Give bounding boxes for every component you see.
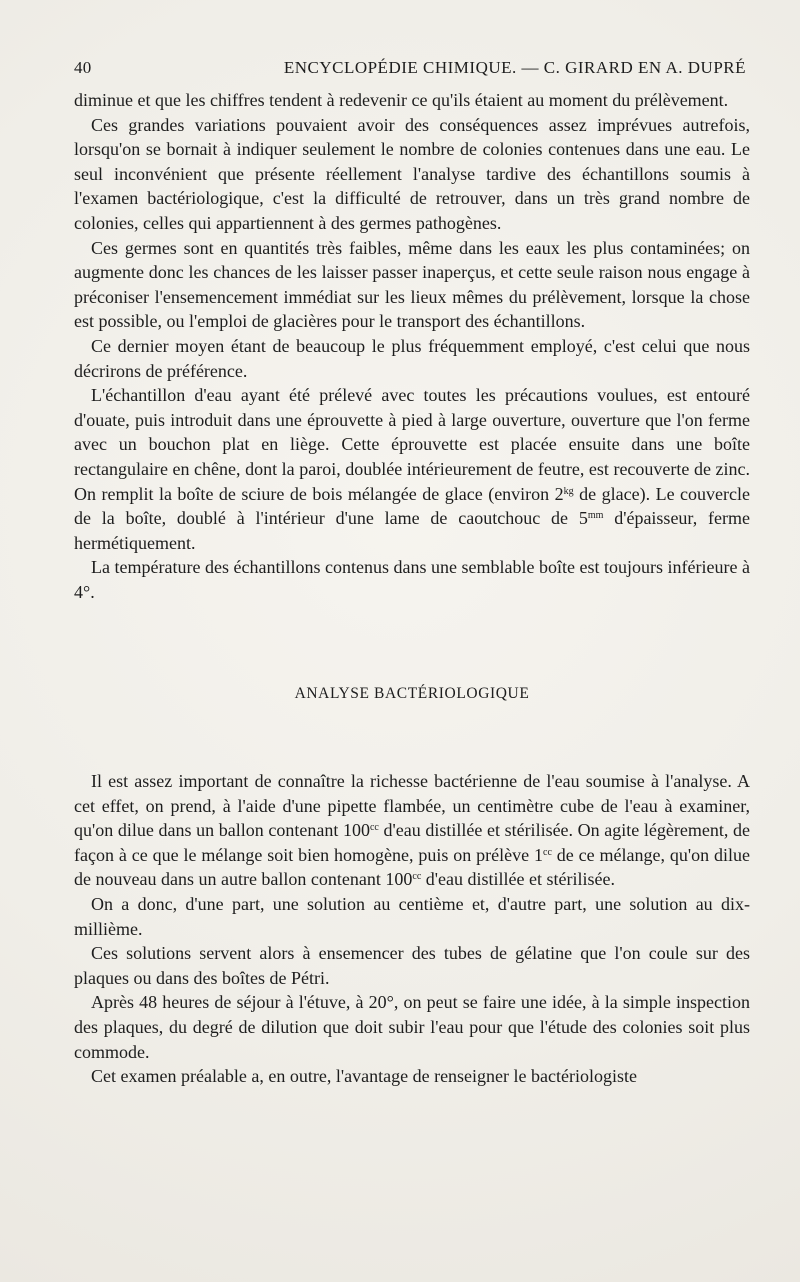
text-segment: L'échantillon d'eau ayant été prélevé avec toutes les précautions voulues, est entouré d'ouate, puis introduit dans une éprouvette à pied à large ouverture, ouverture que l'on ferme avec un bouchon plat en liège. Cette éprouvette est placée ensuite dans une boîte rectangulaire en chêne, dont la paroi, doublée intérieurement de feutre, est recouverte de zinc. On remplit la boîte de sciure de bois mélangée de glace (environ 2 xyxy=(74,385,750,504)
paragraph-solutions-dilution: On a donc, d'une part, une solution au centième et, d'autre part, une solution au dix-millième. xyxy=(74,894,750,939)
page-number: 40 xyxy=(74,58,92,77)
running-title: ENCYCLOPÉDIE CHIMIQUE. — C. GIRARD EN A. DUPRÉ xyxy=(283,58,746,77)
unit-superscript: cc xyxy=(369,822,379,834)
section-title: ANALYSE BACTÉRIOLOGIQUE xyxy=(294,685,530,703)
paragraph-germes: Ces germes sont en quantités très faibles, même dans les eaux les plus contaminées; on augmente donc les chances de les laisser passer inaperçus, et cette seule raison nous engage à préconiser l'ensemencement immédiat sur les lieux mêmes du prélèvement, lorsque la chose est possible, ou l'emploi de glacières pour le transport des échantillons. xyxy=(74,237,750,332)
paragraph-continuation: diminue et que les chiffres tendent à redevenir ce qu'ils étaient au moment du prélèvement. xyxy=(74,90,729,110)
unit-superscript: kg xyxy=(563,485,574,497)
unit-superscript: cc xyxy=(543,846,552,858)
page-body xyxy=(74,88,750,1089)
text-segment: Il est assez important de connaître la richesse bactérienne de l'eau soumise à l'analyse. A cet effet, on prend, à l'aide d'une pipette flambée, un centimètre cube de l'eau à examiner, qu'on dilue dans un ballon contenant 100 xyxy=(74,771,750,841)
text-segment: de glace). Le couvercle de la boîte, doublé à l'intérieur d'une lame de caoutchouc de 5 xyxy=(74,483,751,529)
unit-superscript: cc xyxy=(412,871,422,883)
paragraph-echantillon xyxy=(74,383,750,555)
paragraph-dernier-moyen: Ce dernier moyen étant de beaucoup le plus fréquemment employé, c'est celui que nous décrirons de préférence. xyxy=(74,335,750,381)
unit-superscript: mm xyxy=(587,510,604,522)
paragraph-etuve: Après 48 heures de séjour à l'étuve, à 20°, on peut se faire une idée, à la simple inspection des plaques, du degré de dilution que doit subir l'eau pour que l'étude des colonies soit plus commode. xyxy=(74,992,750,1062)
paragraph-richesse xyxy=(74,769,750,892)
paragraph-examen-prealable: Cet examen préalable a, en outre, l'avantage de renseigner le bactériologiste xyxy=(91,1066,637,1087)
paragraph-temperature: La température des échantillons contenus dans une semblable boîte est toujours inférieure à 4°. xyxy=(74,557,750,602)
paragraph-variations: Ces grandes variations pouvaient avoir des conséquences assez imprévues autrefois, lorsqu'on se bornait à indiquer seulement le nombre de colonies contenues dans une eau. Le seul inconvénient que présente réellement l'analyse tardive des échantillons soumis à l'examen bactériologique, c'est la difficulté de retrouver, dans un très grand nombre de colonies, celles qui appartiennent à des germes pathogènes. xyxy=(74,114,750,233)
page-header xyxy=(74,58,750,80)
text-segment: de ce mélange, qu'on dilue de nouveau dans un autre ballon contenant 100 xyxy=(74,844,751,890)
paragraph-ensemencer: Ces solutions servent alors à ensemencer des tubes de gélatine que l'on coule sur des plaques ou dans des boîtes de Pétri. xyxy=(74,943,750,988)
text-segment: d'épaisseur, ferme hermétiquement. xyxy=(74,508,750,553)
text-segment: d'eau distillée et stérilisée. On agite légèrement, de façon à ce que le mélange soit bien homogène, puis on prélève 1 xyxy=(74,820,750,865)
text-segment: d'eau distillée et stérilisée. xyxy=(421,869,615,890)
